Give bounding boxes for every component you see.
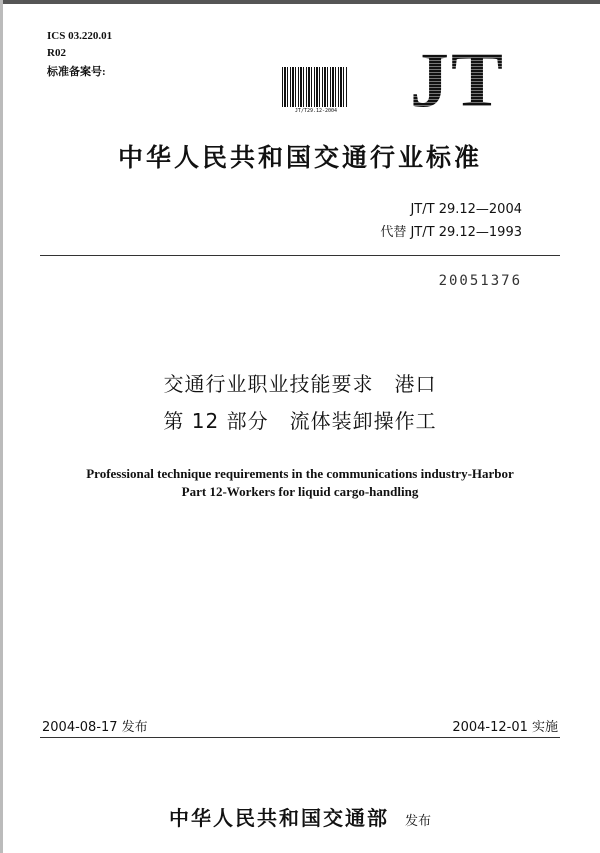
en-title-line2: Part 12-Workers for liquid cargo-handling: [181, 484, 419, 499]
stamp-number: 20051376: [438, 273, 522, 289]
issue-date: 2004-08-17 发布: [42, 720, 148, 735]
replaces-standard: 代替 JT/T 29.12—1993: [380, 225, 522, 240]
barcode: [282, 67, 348, 107]
issuer: [0, 802, 600, 831]
standard-number: JT/T 29.12—2004: [410, 202, 522, 217]
issuer-action: 发布: [404, 814, 431, 829]
cn-title-line2: 第 12 部分 流体装卸操作工: [163, 409, 437, 433]
filing-number-label: 标准备案号:: [47, 66, 106, 78]
divider-bottom: [40, 737, 560, 738]
scan-border-top: [0, 0, 600, 4]
en-title-line1: Professional technique requirements in the communications industry-Harbor: [86, 466, 514, 481]
jt-logo-text: JT: [410, 36, 506, 123]
page-title: 中华人民共和国交通行业标准: [117, 143, 482, 172]
cn-title-line1: 交通行业职业技能要求 港口: [163, 372, 437, 396]
effective-date: 2004-12-01 实施: [452, 720, 558, 735]
barcode-text: JT/T29.12-2004: [294, 108, 338, 114]
jt-logo: [410, 36, 506, 123]
ics-code: ICS 03.220.01: [47, 30, 113, 42]
issuer-name: 中华人民共和国交通部: [168, 806, 389, 830]
divider: [40, 255, 560, 256]
classification-code: R02: [47, 47, 66, 59]
